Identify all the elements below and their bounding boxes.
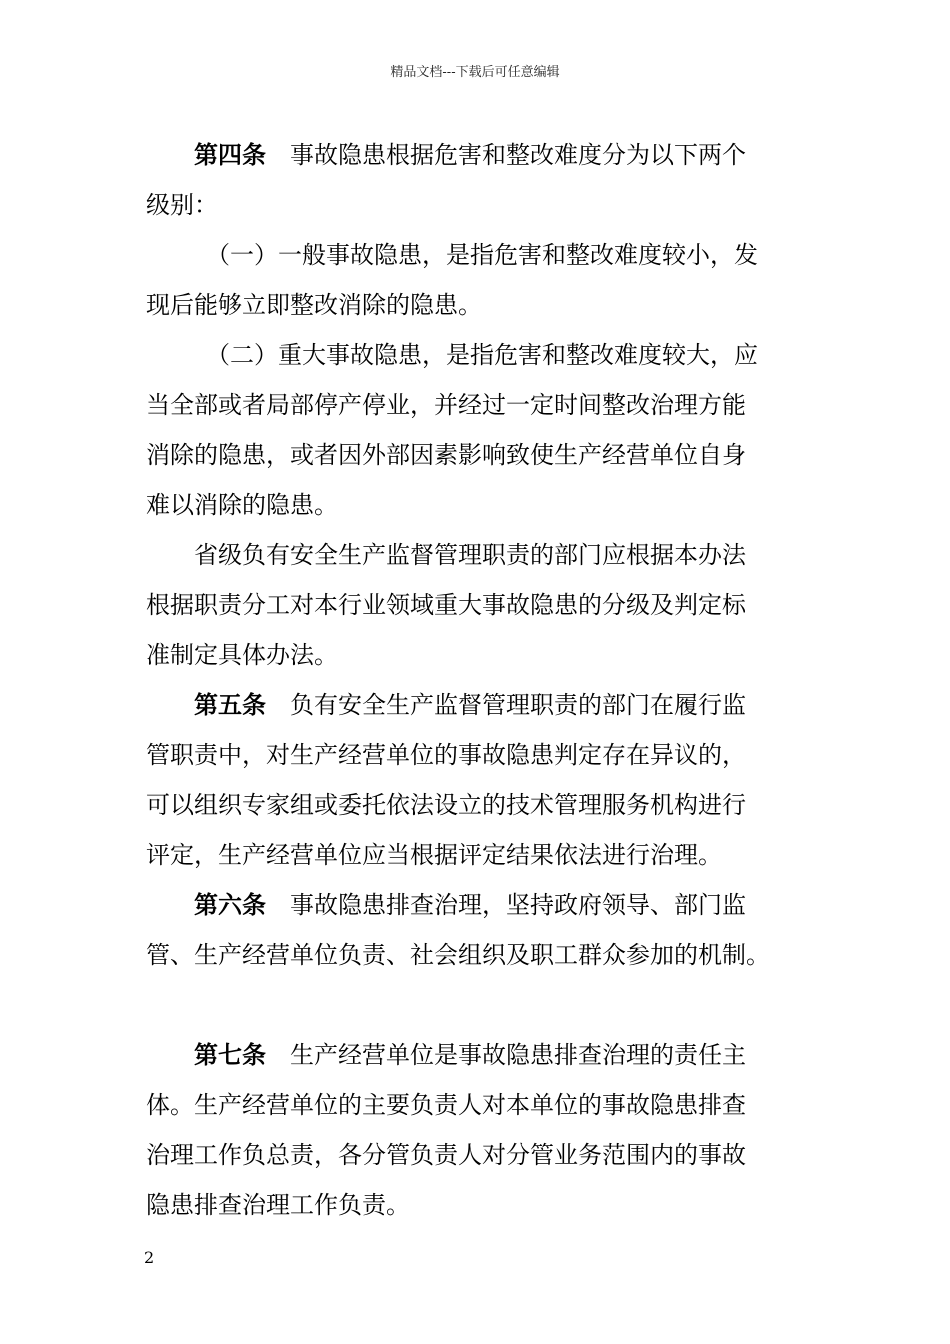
article-6-heading: 第六条 [194,891,266,919]
page-number: 2 [144,1248,155,1267]
paragraph-line: 准制定具体办法。 [146,641,338,669]
paragraph-line: 现后能够立即整改消除的隐患。 [146,291,482,319]
article-5-paragraph [146,680,806,880]
article-4-paragraph [146,130,806,230]
paragraph-line: 评定，生产经营单位应当根据评定结果依法进行治理。 [146,841,722,869]
paragraph-line: 事故隐患根据危害和整改难度分为以下两个 [266,141,746,169]
item-1-paragraph [146,230,806,330]
paragraph-line: 难以消除的隐患。 [146,491,338,519]
paragraph-line: 事故隐患排查治理，坚持政府领导、部门监 [266,891,746,919]
item-2-paragraph [146,330,806,530]
page-header: 精品文档---下载后可任意编辑 [390,65,560,80]
paragraph-line: 消除的隐患，或者因外部因素影响致使生产经营单位自身 [146,441,746,469]
paragraph-line: 管、生产经营单位负责、社会组织及职工群众参加的机制。 [146,941,770,969]
paragraph-line: 管职责中，对生产经营单位的事故隐患判定存在异议的， [146,741,746,769]
paragraph-line: 根据职责分工对本行业领域重大事故隐患的分级及判定标 [146,591,746,619]
article-7-heading: 第七条 [194,1041,266,1069]
paragraph-line: 负有安全生产监督管理职责的部门在履行监 [266,691,746,719]
paragraph-line: 级别： [146,191,218,219]
paragraph-line: （一）一般事故隐患，是指危害和整改难度较小，发 [206,241,758,269]
paragraph-line: 治理工作负总责，各分管负责人对分管业务范围内的事故 [146,1141,746,1169]
article-6-paragraph [146,880,806,980]
document-body [146,130,806,1230]
article-7-paragraph [146,1030,806,1230]
article-5-heading: 第五条 [194,691,266,719]
paragraph-line: 隐患排查治理工作负责。 [146,1191,410,1219]
paragraph-line: 省级负有安全生产监督管理职责的部门应根据本办法 [194,541,746,569]
paragraph-line: （二）重大事故隐患，是指危害和整改难度较大，应 [206,341,758,369]
blank-line [146,980,806,1030]
paragraph-line: 生产经营单位是事故隐患排查治理的责任主 [266,1041,746,1069]
provincial-paragraph [146,530,806,680]
paragraph-line: 当全部或者局部停产停业，并经过一定时间整改治理方能 [146,391,746,419]
paragraph-line: 可以组织专家组或委托依法设立的技术管理服务机构进行 [146,791,746,819]
article-4-heading: 第四条 [194,141,266,169]
paragraph-line: 体。生产经营单位的主要负责人对本单位的事故隐患排查 [146,1091,746,1119]
